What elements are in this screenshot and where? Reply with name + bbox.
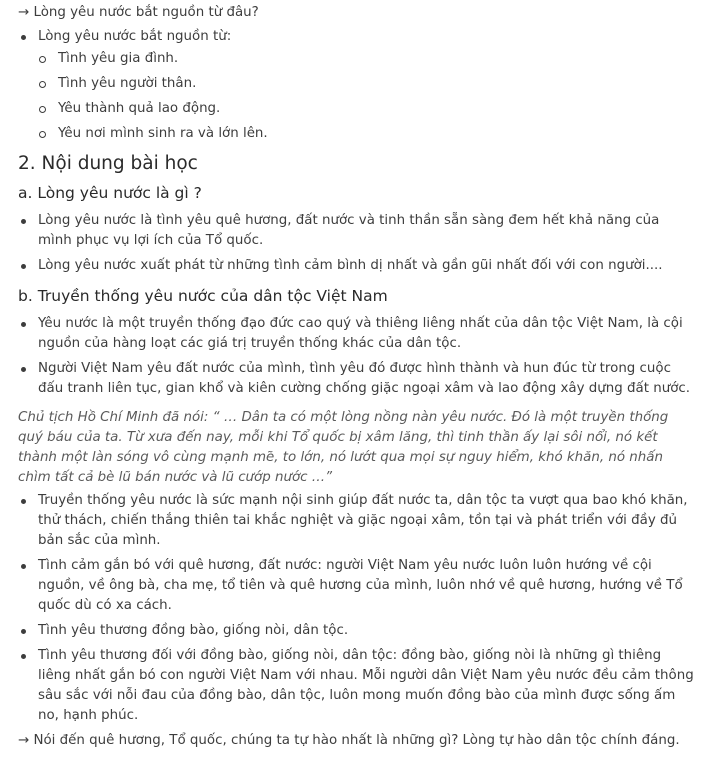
subsection-heading-b: b. Truyền thống yêu nước của dân tộc Việt Nam [18, 287, 388, 305]
list-item [18, 27, 697, 144]
list-item: Tình yêu gia đình. [38, 49, 697, 69]
ho-chi-minh-quote: Chủ tịch Hồ Chí Minh đã nói: “ … Dân ta có một lòng nồng nàn yêu nước. Đó là một truyền thống quý báu của ta. Từ xưa đến nay, mỗi khi Tổ quốc bị xâm lăng, thì tinh thần ấy lại sôi nổi, nó kết thành một làn sóng vô cùng mạnh mẽ, to lớn, nó lướt qua mọi sự nguy hiểm, khó khăn, nó nhấn chìm tất cả bè lũ bán nước và lũ cướp nước …” [18, 410, 669, 485]
list-item: Truyền thống yêu nước là sức mạnh nội sinh giúp đất nước ta, dân tộc ta vượt qua bao khó khăn, thử thách, chiến thắng thiên tai khắc nghiệt và giặc ngoại xâm, tồn tại và phát triển với đầy đủ bản sắc của mình. [18, 491, 697, 551]
sources-sublist [38, 49, 697, 144]
list-item: Tình cảm gắn bó với quê hương, đất nước: người Việt Nam yêu nước luôn luôn hướng về cội nguồn, về ông bà, cha mẹ, tổ tiên và quê hương của mình, luôn nhớ về quê hương, hướng về Tổ quốc dù có xa cách. [18, 556, 697, 616]
part-a-list [18, 211, 697, 276]
section-heading: 2. Nội dung bài học [18, 153, 198, 174]
list-item: Tình yêu thương đối với đồng bào, giống nòi, dân tộc: đồng bào, giống nòi là những gì thiêng liêng nhất gắn bó con người Việt Nam với nhau. Mỗi người dân Việt Nam yêu nước đều cảm thông sâu sắc với nỗi đau của đồng bào, dân tộc, luôn mong muốn đồng bào của mình được sống ấm no, hạnh phúc. [18, 646, 697, 726]
list-item: Yêu nước là một truyền thống đạo đức cao quý và thiêng liêng nhất của dân tộc Việt Nam, là cội nguồn của hàng loạt các giá trị truyền thống khác của dân tộc. [18, 314, 697, 354]
list-item: Tình yêu thương đồng bào, giống nòi, dân tộc. [18, 621, 697, 641]
list-item: Tình yêu người thân. [38, 74, 697, 94]
subsection-heading-a: a. Lòng yêu nước là gì ? [18, 184, 202, 202]
list-item: Lòng yêu nước xuất phát từ những tình cảm bình dị nhất và gần gũi nhất đối với con người.... [18, 256, 697, 276]
intro-answer-lead: Lòng yêu nước bắt nguồn từ: [38, 29, 232, 44]
closing-question: → Nói đến quê hương, Tổ quốc, chúng ta tự hào nhất là những gì? Lòng tự hào dân tộc chính đáng. [18, 733, 680, 748]
list-item: Yêu thành quả lao động. [38, 99, 697, 119]
intro-question: → Lòng yêu nước bắt nguồn từ đâu? [18, 5, 259, 20]
list-item: Lòng yêu nước là tình yêu quê hương, đất nước và tinh thần sẵn sàng đem hết khả năng của mình phục vụ lợi ích của Tổ quốc. [18, 211, 697, 251]
tradition-list [18, 491, 697, 726]
list-item: Yêu nơi mình sinh ra và lớn lên. [38, 124, 697, 144]
part-b-list [18, 314, 697, 399]
list-item: Người Việt Nam yêu đất nước của mình, tình yêu đó được hình thành và hun đúc từ trong cuộc đấu tranh liên tục, gian khổ và kiên cường chống giặc ngoại xâm và lao động xây dựng đất nước. [18, 359, 697, 399]
intro-list [18, 27, 697, 144]
